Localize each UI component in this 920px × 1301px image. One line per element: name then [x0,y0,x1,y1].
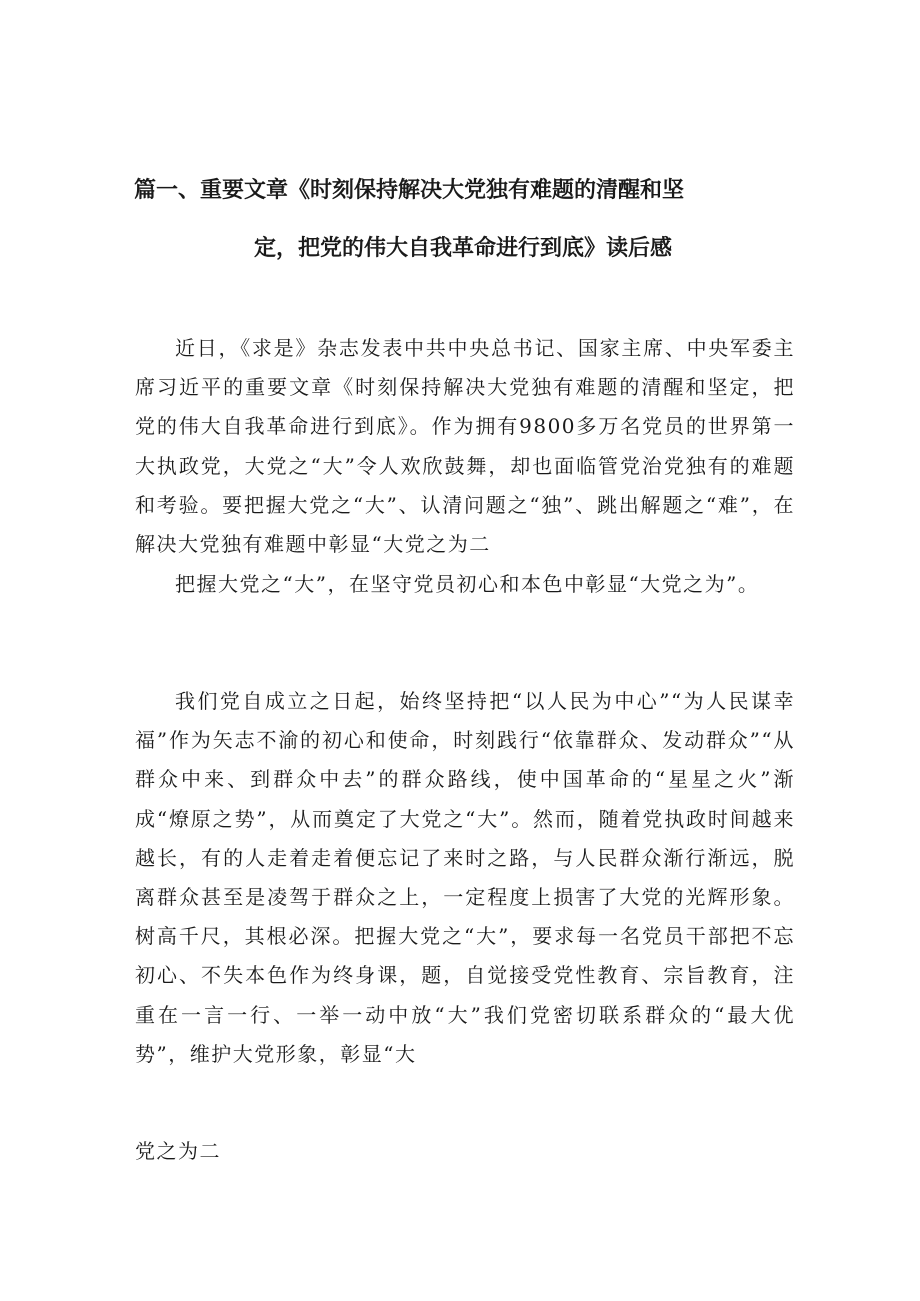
document-title-line-1: 篇一、重要文章《时刻保持解决大党独有难题的清醒和坚 [134,178,685,203]
paragraph-text: 近日，《求是》杂志发表中共中央总书记、国家主席、中央军委主席习近平的重要文章《时刻保持解决大党独有难题的清醒和坚定，把党的伟大自我革命进行到底》。作为拥有9800多万名党员的世界第一大执政党，大党之“大”令人欢欣鼓舞，却也面临管党治党独有的难题和考验。要把握大党之“大”、认清问题之“独”、跳出解题之“难”，在解决大党独有难题中彰显“大党之为二 [135,336,795,557]
paragraph-tail-line: 党之为二 [135,1139,221,1163]
body-paragraph-3 [135,682,795,1074]
body-paragraph-2 [135,565,795,604]
paragraph-text: 把握大党之“大”，在坚守党员初心和本色中彰显“大党之为”。 [175,572,760,596]
body-paragraph-1 [135,329,795,564]
document-title-line-2: 定，把党的伟大自我革命进行到底》读后感 [254,236,673,261]
paragraph-text: 我们党自成立之日起，始终坚持把“以人民为中心”“为人民谋幸福”作为矢志不渝的初心和使命，时刻践行“依靠群众、发动群众”“从群众中来、到群众中去”的群众路线，使中国革命的“星星之火”渐成“燎原之势”，从而奠定了大党之“大”。然而，随着党执政时间越来越长，有的人走着走着便忘记了来时之路，与人民群众渐行渐远，脱离群众甚至是凌驾于群众之上，一定程度上损害了大党的光辉形象。树高千尺，其根必深。把握大党之“大”，要求每一名党员干部把不忘初心、不失本色作为终身课，题，自觉接受党性教育、宗旨教育，注重在一言一行、一举一动中放“大”我们党密切联系群众的“最大优势”，维护大党形象，彰显“大 [135,689,795,1066]
